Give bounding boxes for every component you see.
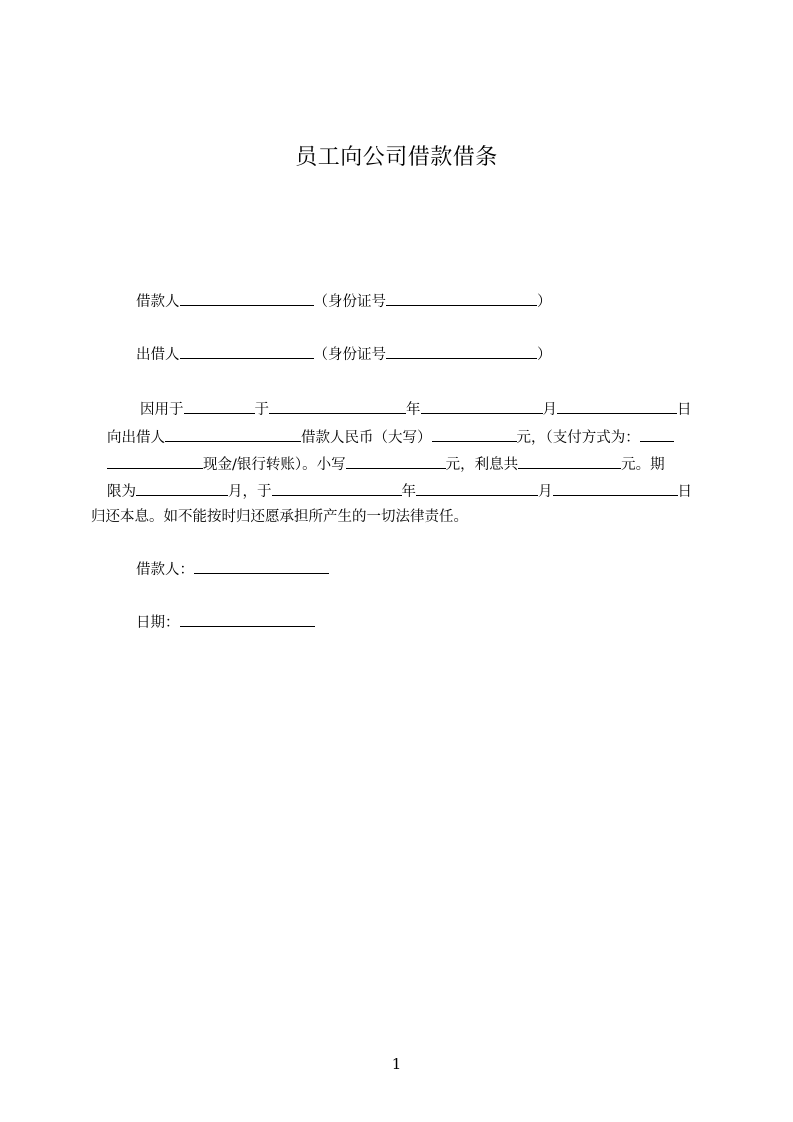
body-text: 元，利息共 — [445, 457, 519, 473]
borrower-label: 借款人 — [136, 294, 180, 310]
lender-id-close: ） — [537, 347, 552, 363]
body-line-5 — [91, 507, 468, 527]
day-blank — [557, 398, 677, 414]
borrower-id-close: ） — [537, 294, 552, 310]
term-blank — [136, 480, 228, 496]
borrower-id-open: （身份证号 — [313, 294, 386, 310]
payment-method-blank — [640, 426, 674, 442]
body-text: 日 — [677, 402, 692, 418]
body-text: 元，（支付方式为： — [516, 430, 640, 446]
year-blank — [269, 398, 406, 414]
payment-method-blank-cont — [107, 453, 203, 469]
body-text: 元。期 — [621, 457, 665, 473]
lender-name-inline-blank — [165, 426, 301, 442]
body-line-2 — [107, 426, 674, 448]
signature-borrower-label: 借款人： — [136, 562, 194, 578]
lender-id-open: （身份证号 — [313, 347, 386, 363]
signature-borrower-line — [136, 558, 329, 580]
lender-name-blank — [180, 343, 314, 359]
body-text: 月，于 — [228, 484, 272, 500]
body-text: 因用于 — [140, 402, 184, 418]
return-month-blank — [416, 480, 538, 496]
body-line-4 — [107, 480, 692, 502]
signature-date-blank — [180, 611, 315, 627]
borrower-line — [136, 290, 552, 312]
body-line-1 — [140, 398, 692, 420]
signature-date-line — [136, 611, 315, 633]
purpose-blank — [184, 398, 255, 414]
body-text: 月 — [542, 402, 557, 418]
return-year-blank — [272, 480, 402, 496]
body-line-3 — [107, 453, 665, 475]
body-text: 限为 — [107, 484, 136, 500]
body-text: 归还本息。如不能按时归还愿承担所产生的一切法律责任。 — [91, 509, 468, 525]
lender-line — [136, 343, 552, 365]
return-day-blank — [553, 480, 678, 496]
interest-blank — [518, 453, 621, 469]
borrower-name-blank — [180, 290, 314, 306]
amount-uppercase-blank — [432, 426, 517, 442]
signature-date-label: 日期： — [136, 615, 180, 631]
body-text: 于 — [254, 402, 269, 418]
body-text: 现金/银行转账）。小写 — [203, 457, 346, 473]
amount-numeric-blank — [346, 453, 446, 469]
body-text: 年 — [401, 484, 416, 500]
month-blank — [421, 398, 543, 414]
lender-label: 出借人 — [136, 347, 180, 363]
body-text: 日 — [677, 484, 692, 500]
body-text: 借款人民币（大写） — [301, 430, 432, 446]
body-text: 向出借人 — [107, 430, 165, 446]
body-text: 月 — [538, 484, 553, 500]
lender-id-blank — [386, 343, 537, 359]
signature-borrower-blank — [194, 558, 329, 574]
document-title: 员工向公司借款借条 — [295, 145, 498, 170]
borrower-id-blank — [386, 290, 537, 306]
body-text: 年 — [406, 402, 421, 418]
page-number: 1 — [391, 1055, 402, 1073]
